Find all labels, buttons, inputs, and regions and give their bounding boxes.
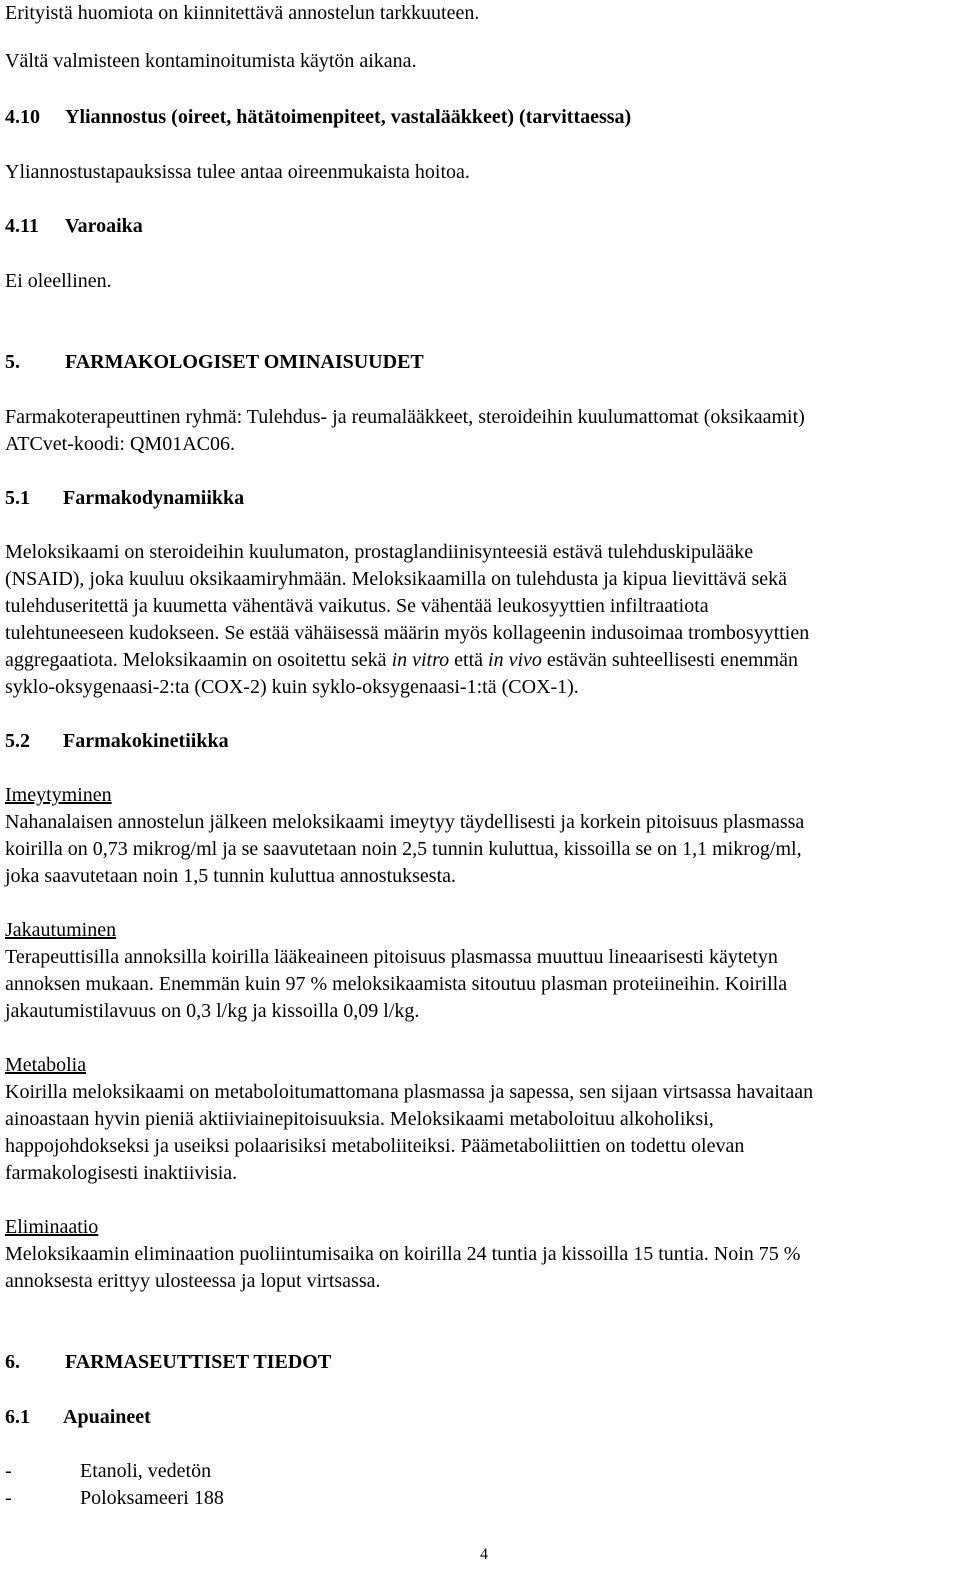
section-heading-6 <box>5 1349 331 1376</box>
section-number: 5.2 <box>5 730 30 752</box>
section-title: Farmakokinetiikka <box>63 730 229 752</box>
paragraph-line: Meloksikaami on steroideihin kuulumaton, prostaglandiinisynteesiä estävä tulehduskipulääke <box>5 541 754 563</box>
section-title: FARMASEUTTISET TIEDOT <box>65 1351 332 1373</box>
section-number: 5.1 <box>5 487 30 509</box>
section-number: 4.11 <box>5 215 39 237</box>
list-item-text: Etanoli, vedetön <box>80 1460 212 1482</box>
page-number: 4 <box>480 1546 488 1563</box>
paragraph: Ei oleellinen. <box>5 270 112 292</box>
section-title: Apuaineet <box>63 1406 151 1428</box>
section-number: 6. <box>5 1351 20 1373</box>
text-run: estävän suhteellisesti enemmän <box>541 649 798 671</box>
section-title: Farmakodynamiikka <box>63 487 245 509</box>
paragraph-line: ainoastaan hyvin pieniä aktiiviainepitoisuuksia. Meloksikaami metaboloituu alkoholiksi, <box>5 1108 714 1130</box>
paragraph-line: Nahanalaisen annostelun jälkeen meloksikaami imeytyy täydellisesti ja korkein pitoisuus plasmassa <box>5 811 805 833</box>
list-item <box>5 1458 211 1485</box>
paragraph: Vältä valmisteen kontaminoitumista käytön aikana. <box>5 50 417 72</box>
paragraph-line: tulehduseritettä ja kuumetta vähentävä vaikutus. Se vähentää leukosyyttien infiltraatiota <box>5 595 709 617</box>
section-heading-5-1 <box>5 485 244 512</box>
section-heading-5 <box>5 349 424 376</box>
paragraph-line: Meloksikaamin eliminaation puoliintumisaika on koirilla 24 tuntia ja kissoilla 15 tuntia. Noin 75 % <box>5 1243 801 1265</box>
paragraph-line: annoksen mukaan. Enemmän kuin 97 % meloksikaamista sitoutuu plasman proteiineihin. Koirilla <box>5 973 788 995</box>
section-title: Varoaika <box>65 215 143 237</box>
paragraph-line: Terapeuttisilla annoksilla koirilla lääkeaineen pitoisuus plasmassa muuttuu lineaarisesti käytetyn <box>5 946 778 968</box>
subheading-elimination: Eliminaatio <box>5 1216 99 1238</box>
paragraph-line: tulehtuneeseen kudokseen. Se estää vähäisessä määrin myös kollageenin indusoimaa trombosyyttien <box>5 622 810 644</box>
subheading-absorption: Imeytyminen <box>5 784 112 806</box>
paragraph-line: jakautumistilavuus on 0,3 l/kg ja kissoilla 0,09 l/kg. <box>5 1000 420 1022</box>
section-heading-4-11 <box>5 213 143 240</box>
paragraph-line: annoksesta erittyy ulosteessa ja loput virtsassa. <box>5 1270 381 1292</box>
section-heading-6-1 <box>5 1404 151 1431</box>
section-heading-5-2 <box>5 728 229 755</box>
paragraph: Erityistä huomiota on kiinnitettävä annostelun tarkkuuteen. <box>5 2 480 24</box>
list-item <box>5 1485 224 1512</box>
italic-term: in vivo <box>488 649 542 671</box>
paragraph-line: ATCvet-koodi: QM01AC06. <box>5 433 235 455</box>
section-title: FARMAKOLOGISET OMINAISUUDET <box>65 351 424 373</box>
paragraph-line: joka saavutetaan noin 1,5 tunnin kuluttua annostuksesta. <box>5 865 457 887</box>
text-run: että <box>449 649 489 671</box>
paragraph-line: Farmakoterapeuttinen ryhmä: Tulehdus- ja reumalääkkeet, steroideihin kuulumattomat (oksikaamit) <box>5 406 805 428</box>
paragraph: Yliannostustapauksissa tulee antaa oireenmukaista hoitoa. <box>5 161 470 183</box>
section-number: 4.10 <box>5 106 40 128</box>
paragraph-line: happojohdokseksi ja useiksi polaarisiksi metaboliiteiksi. Päämetaboliittien on todettu olevan <box>5 1135 745 1157</box>
section-title: Yliannostus (oireet, hätätoimenpiteet, vastalääkkeet) (tarvittaessa) <box>65 106 632 128</box>
section-number: 6.1 <box>5 1406 30 1428</box>
paragraph-line: Koirilla meloksikaami on metaboloitumattomana plasmassa ja sapessa, sen sijaan virtsassa havaitaan <box>5 1081 814 1103</box>
list-item-text: Poloksameeri 188 <box>80 1487 224 1509</box>
paragraph-line: farmakologisesti inaktiivisia. <box>5 1162 238 1184</box>
italic-term: in vitro <box>391 649 450 671</box>
paragraph-line: syklo-oksygenaasi-2:ta (COX-2) kuin syklo-oksygenaasi-1:tä (COX-1). <box>5 676 579 698</box>
paragraph-line <box>5 647 798 674</box>
subheading-distribution: Jakautuminen <box>5 919 117 941</box>
paragraph-line: (NSAID), joka kuuluu oksikaamiryhmään. Meloksikaamilla on tulehdusta ja kipua lievittävä sekä <box>5 568 788 590</box>
list-bullet: - <box>5 1487 12 1509</box>
list-bullet: - <box>5 1460 12 1482</box>
text-run: aggregaatiota. Meloksikaamin on osoitettu sekä <box>5 649 392 671</box>
section-heading-4-10 <box>5 104 631 131</box>
paragraph-line: koirilla on 0,73 mikrog/ml ja se saavutetaan noin 2,5 tunnin kuluttua, kissoilla se on 1,1 mikrog/ml, <box>5 838 802 860</box>
section-number: 5. <box>5 351 20 373</box>
subheading-metabolism: Metabolia <box>5 1054 87 1076</box>
